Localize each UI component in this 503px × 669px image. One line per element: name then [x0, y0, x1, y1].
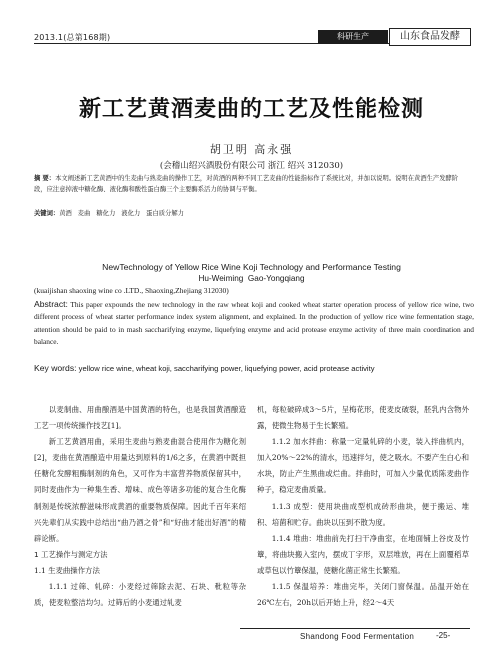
- article-title: 新工艺黄酒麦曲的工艺及性能检测: [78, 96, 424, 122]
- body-paragraph: 机，每粒破碎成3～5片，呈梅花形，使麦皮破裂，胚乳内含物外露，使微生物易于生长繁殖。: [257, 405, 469, 431]
- footer-journal: Shandong Food Fermentation: [300, 632, 415, 641]
- page-number: -25-: [436, 631, 451, 640]
- column-label: 科研生产: [318, 30, 388, 44]
- english-title: NewTechnology of Yellow Rice Wine Koji Technology and Performance Testing: [102, 262, 401, 272]
- body-paragraph: 1.1.4 堆曲：堆曲前先打扫干净曲室，在地面铺上谷皮及竹簟，将曲块搬入室内，摆成丁字形，双层堆放，再在上面覆稻草或草包以竹簟保温，使糖化菌正常生长繁殖。: [257, 533, 469, 575]
- body-paragraph: 1.1.5 保温培养：堆曲完毕，关闭门窗保温。品温开始在26℃左右，20h以后开始上升，经2～4天: [257, 582, 469, 608]
- english-abstract-label: Abstract:: [34, 299, 68, 309]
- english-keywords-label: Key words:: [34, 363, 77, 373]
- issue-number: 2013.1(总第168期): [34, 33, 111, 42]
- abstract-zh: [34, 173, 468, 195]
- authors: 胡卫明 高永强: [209, 143, 294, 156]
- subsection-heading: 1.1 生麦曲操作方法: [34, 565, 100, 575]
- affiliation: (会稽山绍兴酒股份有限公司 浙江 绍兴 312030): [159, 161, 344, 171]
- keywords-zh-text: 黄酒 麦曲 糖化力 液化力 蛋白质分解力: [59, 210, 184, 217]
- abstract-zh-text: 本文阐述新工艺黄酒中的生麦曲与熟麦曲的操作工艺，对黄酒的两种不同工艺麦曲的性能指标作了系统比对，并加以说明。说明在黄酒生产发酵阶段，应注意掉液中糖化酶、液化酶和酸性蛋白酶三个主要酶系活力的协调与平衡。: [34, 175, 459, 193]
- english-keywords: [34, 363, 474, 373]
- body-paragraph: 1.1.2 加水拌曲：称量一定量轧碎的小麦，装入拌曲机内，加入20%～22%的清水，迅速拌匀，使之吸水。不要产生白心和水块，防止产生黑曲或烂曲。拌曲时，可加入少量优质陈麦曲作种子，稳定麦曲质量。: [257, 437, 469, 495]
- english-affiliation: (kuaijishan shaoxing wine co .LTD., Shaoxing,Zhejiang 312030): [34, 286, 229, 295]
- body-paragraph: 新工艺黄酒用曲，采用生麦曲与熟麦曲混合使用作为糖化剂[2]，麦曲在黄酒酿造中用量达到原料的1/6之多，在黄酒中既担任糖化发酵粗酶制剂的角色，又可作为丰富营养物质保留其中，同时麦曲作为一种集生香、增味、成色等诸多功能的复合生化酶制剂是传统浓醇滋味形成黄酒的重要物质保障。因此千百年来绍兴先辈们从实践中总结出“曲乃酒之骨”和“好曲才能出好酒”的精辟论断。: [34, 437, 246, 543]
- abstract-zh-label: 摘 要：: [34, 175, 56, 182]
- body-paragraph: 1.1.1 过筛、轧碎：小麦经过筛除去泥、石块、秕粒等杂质，使麦粒整洁均匀。过筛后的小麦通过轧麦: [34, 582, 246, 608]
- keywords-zh-label: 关键词：: [34, 210, 60, 217]
- body-right-column: [257, 402, 469, 611]
- body-left-column: [34, 402, 246, 611]
- body-paragraph: 1.1.3 成型：使用块曲成型机成砖形曲块，便于搬运、堆积、培菌和贮存。曲块以压到不散为度。: [257, 501, 469, 527]
- body-paragraph: 以麦制曲、用曲酿酒是中国黄酒的特色，也是我国黄酒酿造工艺一项传统操作技艺[1]。: [34, 405, 246, 431]
- english-authors: Hu-Weiming Gao-Yongqiang: [198, 274, 305, 283]
- english-abstract: [34, 298, 474, 349]
- journal-name: 山东食品发酵: [389, 28, 471, 46]
- keywords-zh: [34, 208, 468, 217]
- english-abstract-text: This paper expounds the new technology in the raw wheat koji and cooked wheat starter operation process of yellow rice wine, two different process of wheat starter performance index system alignment, and explained. In the production of yellow rice wine fermentation stage, attention should be paid to in mash saccharifying enzyme, liquefying enzyme and acid protease enzyme activity of three main coordination and balance.: [34, 300, 474, 347]
- english-keywords-text: yellow rice wine, wheat koji, saccharifying power, liquefying power, acid protease activity: [78, 364, 375, 373]
- section-heading: 1 工艺操作与测定方法: [34, 549, 108, 559]
